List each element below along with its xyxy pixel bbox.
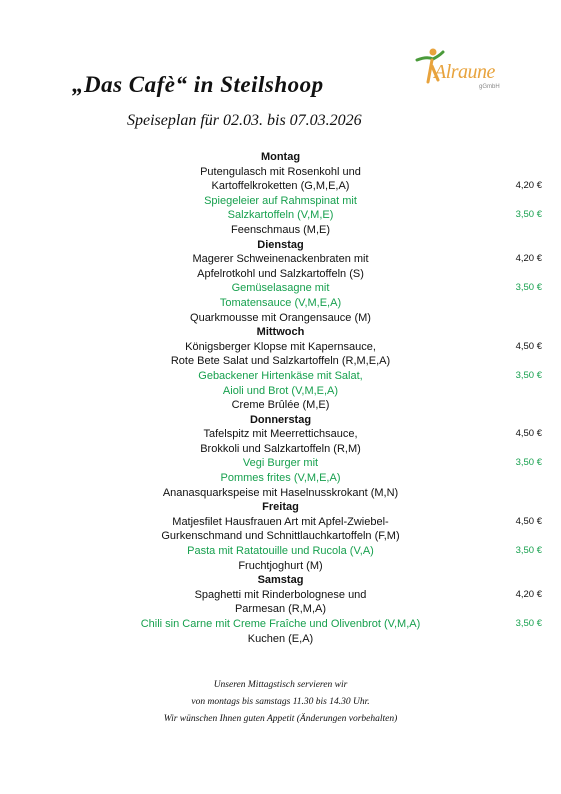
day-heading <box>0 150 561 165</box>
dish-text: Salzkartoffeln (V,M,E) <box>227 209 334 222</box>
dish-text: Tomatensauce (V,M,E,A) <box>219 296 342 309</box>
menu-item <box>0 427 561 442</box>
menu-item <box>0 486 561 501</box>
menu-date-range: Speiseplan für 02.03. bis 07.03.2026 <box>127 112 362 129</box>
menu-item <box>0 165 561 180</box>
menu-item <box>0 369 561 384</box>
menu-item <box>0 384 561 399</box>
dish-price: 4,20 € <box>515 588 542 600</box>
dish-price: 3,50 € <box>515 369 542 381</box>
menu-item <box>0 311 561 326</box>
dish-text: Feenschmaus (M,E) <box>230 223 331 236</box>
menu-item <box>0 398 561 413</box>
dish-text: Tafelspitz mit Meerrettichsauce, <box>203 428 358 441</box>
dish-text: Königsberger Klopse mit Kapernsauce, <box>185 340 376 353</box>
footer-note <box>0 677 561 728</box>
dish-text: Putengulasch mit Rosenkohl und <box>200 165 361 178</box>
dish-text: Magerer Schweinenackenbraten mit <box>192 253 369 266</box>
dish-text: Chili sin Carne mit Creme Fraîche und Olivenbrot (V,M,A) <box>140 618 421 630</box>
dish-text: Rote Bete Salat und Salzkartoffeln (R,M,E,A) <box>170 355 391 368</box>
dish-text: Brokkoli und Salzkartoffeln (R,M) <box>200 442 361 455</box>
day-heading <box>0 413 561 428</box>
day-heading <box>0 238 561 253</box>
dish-price: 4,20 € <box>515 253 542 265</box>
dish-text: Aioli und Brot (V,M,E,A) <box>222 384 339 397</box>
menu-item <box>0 223 561 238</box>
menu-item <box>0 281 561 296</box>
day-label: Samstag <box>257 574 304 587</box>
menu-item <box>0 471 561 486</box>
logo-wordmark: Alraune <box>434 61 495 83</box>
menu-item <box>0 602 561 617</box>
dish-text: Gurkenschmand und Schnittlauchkartoffeln (F,M) <box>161 530 400 543</box>
footer-line: von montags bis samstags 11.30 bis 14.30 Uhr. <box>191 697 370 707</box>
dish-price: 4,50 € <box>515 428 542 440</box>
logo-subtitle: gGmbH <box>479 84 500 90</box>
menu-item <box>0 544 561 559</box>
day-heading <box>0 500 561 515</box>
dish-text: Gebackener Hirtenkäse mit Salat, <box>198 369 363 382</box>
dish-text: Quarkmousse mit Orangensauce (M) <box>190 311 371 324</box>
menu-item <box>0 559 561 574</box>
menu-item <box>0 515 561 530</box>
dish-price: 4,50 € <box>515 340 542 352</box>
dish-text: Vegi Burger mit <box>242 457 319 470</box>
day-label: Montag <box>260 151 301 163</box>
page-title: „Das Cafè“ in Steilshoop <box>72 72 324 97</box>
menu-item <box>0 442 561 457</box>
menu-item <box>0 632 561 647</box>
weekly-menu <box>0 150 561 646</box>
menu-item <box>0 194 561 209</box>
day-label: Dienstag <box>257 238 304 251</box>
dish-price: 3,50 € <box>515 282 542 294</box>
menu-item <box>0 296 561 311</box>
menu-item <box>0 588 561 603</box>
dish-price: 3,50 € <box>515 618 542 629</box>
dish-text: Pommes frites (V,M,E,A) <box>220 472 341 485</box>
dish-text: Spaghetti mit Rinderbolognese und <box>194 588 367 601</box>
menu-item <box>0 340 561 355</box>
menu-item <box>0 354 561 369</box>
menu-item <box>0 456 561 471</box>
menu-item <box>0 617 561 632</box>
menu-item <box>0 179 561 194</box>
dish-price: 3,50 € <box>515 209 542 221</box>
alraune-logo <box>413 46 503 100</box>
day-heading <box>0 573 561 588</box>
dish-text: Gemüselasagne mit <box>231 282 330 295</box>
day-label: Mittwoch <box>256 326 305 339</box>
dish-text: Parmesan (R,M,A) <box>234 603 327 616</box>
dish-text: Fruchtjoghurt (M) <box>238 559 323 572</box>
menu-item <box>0 208 561 223</box>
dish-price: 4,50 € <box>515 515 542 527</box>
dish-text: Ananasquarkspeise mit Haselnusskrokant (M,N) <box>162 486 399 499</box>
menu-item <box>0 252 561 267</box>
footer-line: Wir wünschen Ihnen guten Appetit (Änderungen vorbehalten) <box>163 714 398 724</box>
dish-text: Matjesfilet Hausfrauen Art mit Apfel-Zwiebel- <box>172 515 389 528</box>
footer-line: Unseren Mittagstisch servieren wir <box>213 680 348 690</box>
dish-price: 3,50 € <box>515 545 542 557</box>
dish-text: Spiegeleier auf Rahmspinat mit <box>204 194 357 207</box>
dish-text: Apfelrotkohl und Salzkartoffeln (S) <box>197 267 364 280</box>
dish-text: Pasta mit Ratatouille und Rucola (V,A) <box>187 545 374 558</box>
dish-text: Kuchen (E,A) <box>247 632 314 645</box>
day-label: Donnerstag <box>249 413 312 426</box>
day-heading <box>0 325 561 340</box>
menu-item <box>0 529 561 544</box>
day-label: Freitag <box>262 501 299 514</box>
dish-price: 3,50 € <box>515 457 542 469</box>
dish-price: 4,20 € <box>515 180 542 192</box>
dish-text: Kartoffelkroketten (G,M,E,A) <box>211 180 350 193</box>
dish-text: Creme Brûlée (M,E) <box>231 399 330 412</box>
menu-item <box>0 267 561 282</box>
